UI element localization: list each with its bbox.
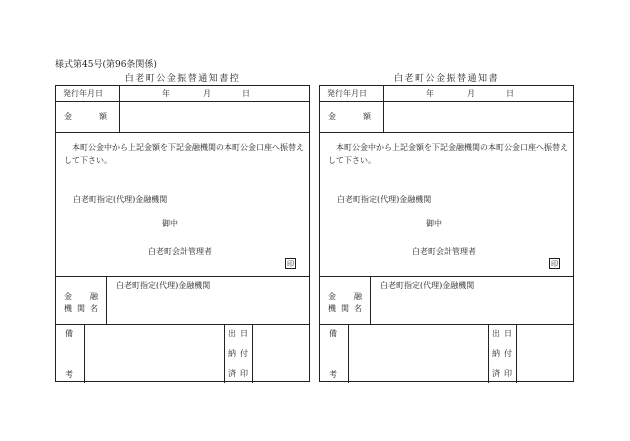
form-number-label: 様式第45号(第96条関係) — [55, 60, 157, 70]
divider — [119, 86, 120, 132]
stamp-label: 出 — [492, 329, 500, 338]
issue-date-label: 発行年月日 — [63, 89, 103, 98]
amount-label: 金 — [328, 112, 336, 121]
bank-label: 金 — [328, 292, 336, 301]
year-label: 年 — [426, 89, 434, 98]
stamp-label: 済 — [492, 369, 500, 378]
divider — [56, 132, 309, 133]
day-label: 日 — [242, 89, 250, 98]
seal-box: 印 — [551, 260, 558, 268]
bank-label: 関 — [341, 304, 349, 313]
divider — [320, 132, 573, 133]
divider — [56, 101, 309, 102]
stamp-label: 済 — [228, 369, 236, 378]
month-label: 月 — [203, 89, 211, 98]
bank-name-value: 白老町指定(代理)金融機関 — [380, 281, 475, 290]
divider — [320, 324, 573, 325]
bank-label: 融 — [90, 292, 98, 301]
left-form — [55, 85, 310, 382]
stamp-label: 納 — [492, 349, 500, 358]
remarks-label: 備 — [65, 329, 73, 338]
month-label: 月 — [467, 89, 475, 98]
divider — [488, 324, 489, 383]
divider — [84, 324, 85, 383]
issuer-label: 白老町会計管理者 — [412, 247, 476, 256]
divider — [106, 276, 107, 324]
amount-label: 金 — [64, 112, 72, 121]
divider — [370, 276, 371, 324]
divider — [56, 324, 309, 325]
gochu-label: 御中 — [162, 219, 178, 228]
seal-box: 印 — [287, 260, 294, 268]
divider — [383, 86, 384, 132]
issue-date-label: 発行年月日 — [327, 89, 367, 98]
remarks-label: 考 — [329, 370, 337, 379]
divider — [56, 276, 309, 277]
right-form-title: 白老町公金振替通知書 — [393, 74, 499, 84]
bank-name-value: 白老町指定(代理)金融機関 — [116, 281, 211, 290]
stamp-label: 付 — [240, 349, 248, 358]
stamp-label: 納 — [228, 349, 236, 358]
divider — [252, 324, 253, 383]
bank-label: 関 — [77, 304, 85, 313]
divider — [320, 101, 573, 102]
stamp-label: 印 — [240, 369, 248, 378]
bank-label: 機 — [328, 304, 336, 313]
bank-label: 金 — [64, 292, 72, 301]
right-form — [319, 85, 574, 382]
stamp-label: 日 — [240, 329, 248, 338]
bank-label: 名 — [354, 304, 362, 313]
transfer-instruction-text: 本町公金中から上記金額を下記金融機関の本町公金口座へ振替えして下さい。 — [64, 143, 304, 165]
amount-label: 額 — [99, 112, 107, 121]
stamp-label: 付 — [504, 349, 512, 358]
stamp-label: 印 — [504, 369, 512, 378]
issuer-label: 白老町会計管理者 — [148, 247, 212, 256]
amount-label: 額 — [363, 112, 371, 121]
divider — [224, 324, 225, 383]
remarks-label: 備 — [329, 329, 337, 338]
stamp-label: 出 — [228, 329, 236, 338]
bank-label: 機 — [64, 304, 72, 313]
bank-label: 融 — [354, 292, 362, 301]
divider — [320, 276, 573, 277]
day-label: 日 — [506, 89, 514, 98]
divider — [516, 324, 517, 383]
divider — [348, 324, 349, 383]
institution-addressee: 白老町指定(代理)金融機関 — [337, 195, 432, 204]
institution-addressee: 白老町指定(代理)金融機関 — [73, 195, 168, 204]
left-form-title: 白老町公金振替通知書控 — [124, 74, 241, 84]
stamp-label: 日 — [504, 329, 512, 338]
gochu-label: 御中 — [426, 219, 442, 228]
remarks-label: 考 — [65, 370, 73, 379]
year-label: 年 — [162, 89, 170, 98]
transfer-instruction-text: 本町公金中から上記金額を下記金融機関の本町公金口座へ振替えして下さい。 — [328, 143, 568, 165]
bank-label: 名 — [90, 304, 98, 313]
